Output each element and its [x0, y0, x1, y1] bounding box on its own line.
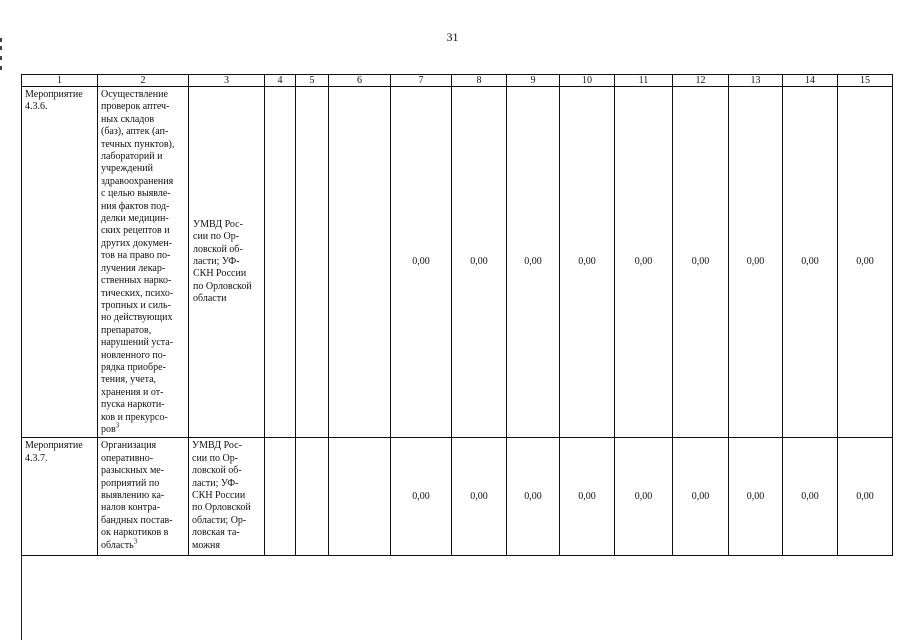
measure-cell: Мероприятие 4.3.6.: [22, 87, 98, 438]
value-cell: 0,00: [838, 438, 893, 556]
margin-mark: [0, 38, 2, 42]
value-cell: 0,00: [507, 87, 560, 438]
value-cell: 0,00: [729, 87, 783, 438]
value-cell: 0,00: [615, 87, 673, 438]
value-cell: 0,00: [391, 87, 452, 438]
column-header: 4: [265, 75, 296, 87]
footnote-marker: 3: [133, 537, 138, 546]
value-cell: 0,00: [673, 87, 729, 438]
margin-rule: [21, 555, 22, 640]
column-header: 9: [507, 75, 560, 87]
description-cell: [98, 438, 189, 556]
table-row: [22, 87, 893, 438]
value-cell: 0,00: [560, 87, 615, 438]
empty-cell: [265, 438, 296, 556]
description-cell: [98, 87, 189, 438]
column-header: 8: [452, 75, 507, 87]
margin-mark: [0, 46, 2, 50]
column-header: 1: [22, 75, 98, 87]
value-cell: 0,00: [391, 438, 452, 556]
value-cell: 0,00: [615, 438, 673, 556]
column-header: 7: [391, 75, 452, 87]
column-header: 11: [615, 75, 673, 87]
value-cell: 0,00: [560, 438, 615, 556]
value-cell: 0,00: [507, 438, 560, 556]
column-header: 13: [729, 75, 783, 87]
value-cell: 0,00: [673, 438, 729, 556]
value-cell: 0,00: [783, 87, 838, 438]
column-header: 2: [98, 75, 189, 87]
column-header: 12: [673, 75, 729, 87]
column-header: 3: [189, 75, 265, 87]
footnote-marker: 3: [115, 421, 120, 430]
header-row: [22, 75, 893, 87]
table-row: [22, 438, 893, 556]
value-cell: 0,00: [452, 87, 507, 438]
data-table: [21, 74, 893, 556]
page-number: 31: [446, 30, 459, 44]
description-text: Осуществление проверок аптеч- ных складов (баз), аптек (ап- течных пунктов), лабораторий и учреждений здравоохранения с целью выявле- ния фактов под- делки медицин- ских рецептов и других докумен- тов на право по- лучения лекар- ственных нарко- тических, психо- тропных и силь- но действующих препаратов, нарушений уста- новленного по- рядка приобре- тения, учета, хранения и от- пуска наркоти- ков и прекурсо- ров: [101, 89, 175, 435]
empty-cell: [296, 87, 329, 438]
value-cell: 0,00: [838, 87, 893, 438]
column-header: 15: [838, 75, 893, 87]
measure-cell: Мероприятие 4.3.7.: [22, 438, 98, 556]
empty-cell: [265, 87, 296, 438]
empty-cell: [296, 438, 329, 556]
value-cell: 0,00: [729, 438, 783, 556]
value-cell: 0,00: [783, 438, 838, 556]
column-header: 5: [296, 75, 329, 87]
value-cell: 0,00: [452, 438, 507, 556]
empty-cell: [329, 87, 391, 438]
margin-mark: [0, 56, 2, 60]
column-header: 14: [783, 75, 838, 87]
empty-cell: [329, 438, 391, 556]
column-header: 10: [560, 75, 615, 87]
executor-cell: УМВД Рос- сии по Ор- ловской об- ласти; УФ- СКН России по Орловской области; Ор- ловская та- можня: [189, 438, 265, 556]
margin-mark: [0, 66, 2, 70]
executor-cell: УМВД Рос- сии по Ор- ловской об- ласти; УФ- СКН России по Орловской области: [189, 87, 265, 438]
column-header: 6: [329, 75, 391, 87]
description-text: Организация оперативно- разыскных ме- роприятий по выявлению ка- налов контра- бандных постав- ок наркотиков в область: [101, 440, 173, 551]
